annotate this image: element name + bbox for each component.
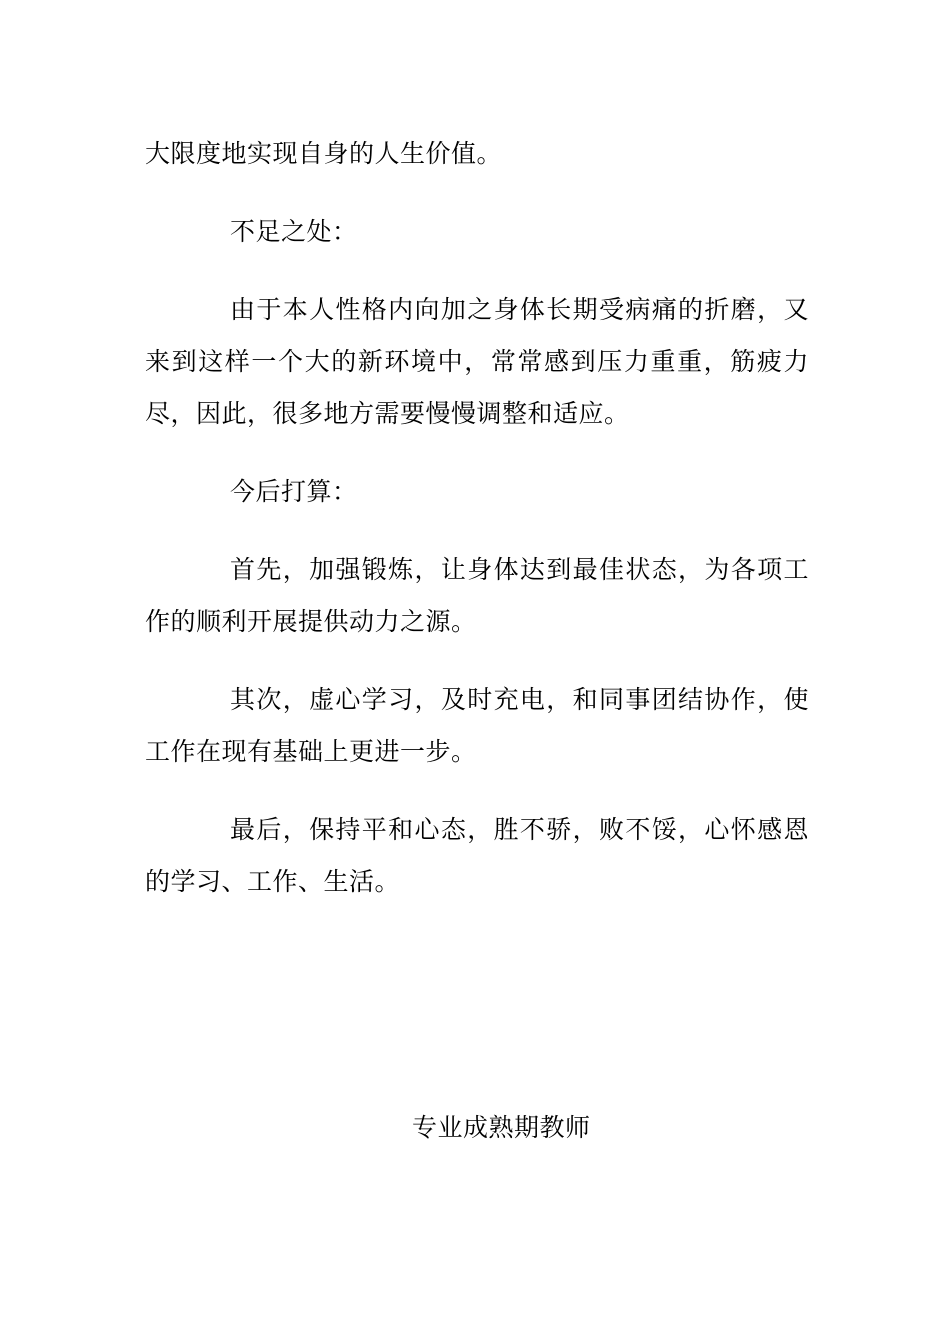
paragraph-continuation: 大限度地实现自身的人生价值。 — [145, 139, 503, 168]
paragraph-shortcomings: 由于本人性格内向加之身体长期受病痛的折磨，又来到这样一个大的新环境中，常常感到压力重重，筋疲力尽，因此，很多地方需要慢慢调整和适应。 — [145, 295, 809, 428]
heading-future-plans: 今后打算： — [230, 477, 358, 506]
document-body — [145, 128, 809, 934]
paragraph-plan-second: 其次，虚心学习，及时充电，和同事团结协作，使工作在现有基础上更进一步。 — [145, 685, 809, 766]
signature-text: 专业成熟期教师 — [412, 1113, 591, 1142]
paragraph-plan-last: 最后，保持平和心态，胜不骄，败不馁，心怀感恩的学习、工作、生活。 — [145, 815, 809, 896]
heading-shortcomings: 不足之处： — [230, 217, 358, 246]
paragraph-plan-first: 首先，加强锻炼，让身体达到最佳状态，为各项工作的顺利开展提供动力之源。 — [145, 555, 809, 636]
